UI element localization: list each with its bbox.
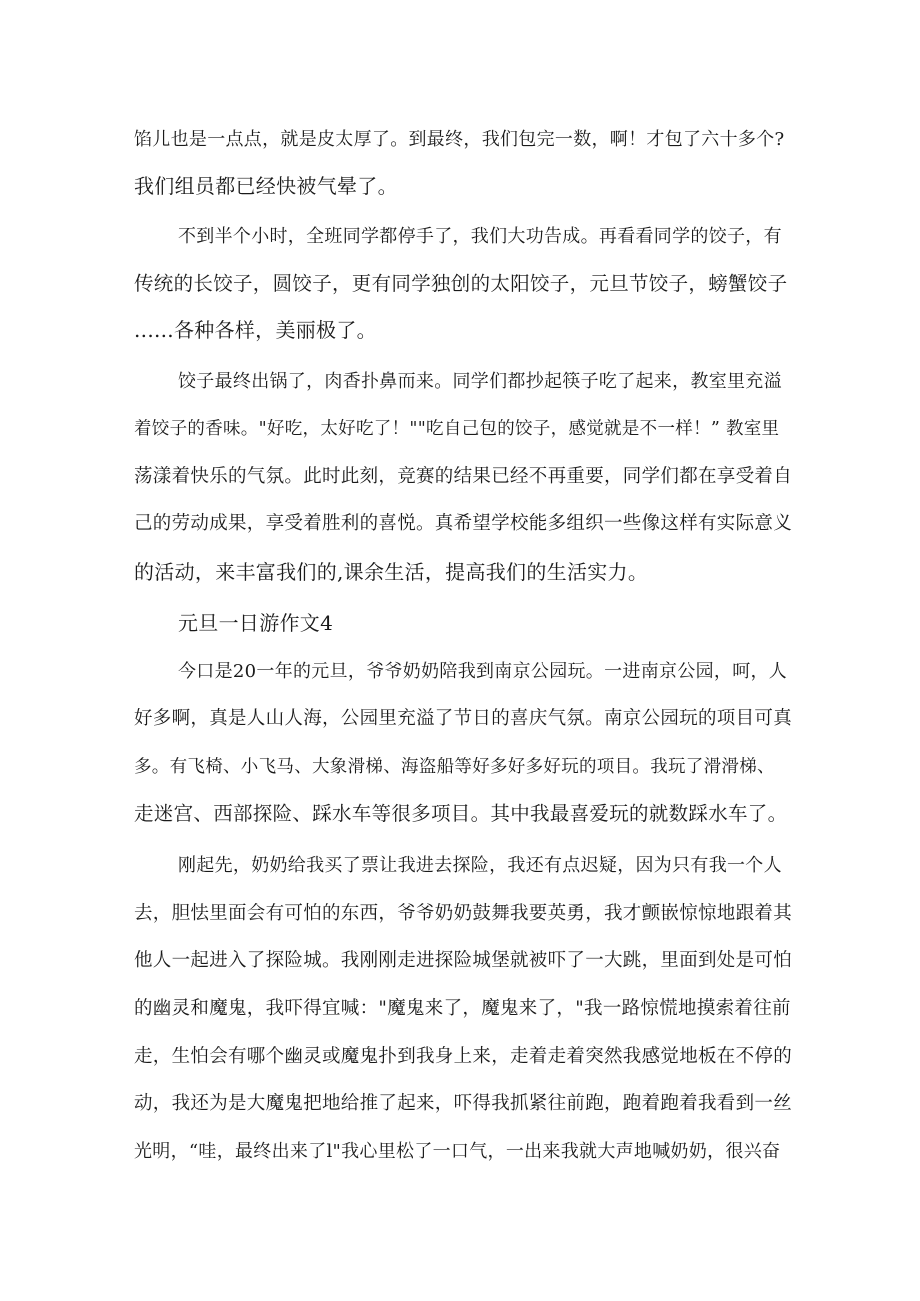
text-line: 传统的长饺子，圆饺子，更有同学独创的太阳饺子，元旦节饺子，螃蟹饺子 (134, 272, 788, 295)
text-line: ......各种各样，美丽极了。 (134, 318, 377, 342)
text-line: 走，生怕会有哪个幽灵或魔鬼扑到我身上来，走着走着突然我感觉地板在不停的 (134, 1046, 793, 1067)
section-heading: 元旦一日游作文4 (178, 611, 334, 635)
text-line: 去，胆怯里面会有可怕的东西，爷爷奶奶鼓舞我要英勇，我才颤嵌惊惊地跟着其 (134, 903, 793, 924)
text-line: 多。有飞椅、小飞马、大象滑梯、海盗船等好多好多好玩的项目。我玩了滑滑梯、 (134, 757, 775, 777)
text-line: 的活动，来丰富我们的,课余生活，提高我们的生活实力。 (134, 560, 649, 584)
text-line: 动，我还为是大魔鬼把地给推了起来，吓得我抓紧往前跑，跑着跑着我看到一丝 (134, 1093, 793, 1114)
text-line: 己的劳动成果，享受着胜利的喜悦。真希望学校能多组织一些像这样有实际意义 (134, 513, 793, 534)
text-line: 荡漾着快乐的气氛。此时此刻，竞赛的结果已经不再重要，同学们都在享受着自 (134, 466, 793, 487)
text-line: 好多啊，真是人山人海，公园里充溢了节日的喜庆气氛。南京公园玩的项目可真 (134, 708, 793, 729)
text-line: 走迷宫、西部探险、踩水车等很多项目。其中我最喜爱玩的就数踩水车了。 (134, 802, 788, 825)
text-line: 他人一起进入了探险城。我刚刚走进探险城堡就被吓了一大跳，里面到处是可怕 (134, 950, 793, 971)
text-line: 的幽灵和魔鬼，我吓得宜喊："魔鬼来了，魔鬼来了，"我一路惊慌地摸索着往前 (134, 998, 791, 1019)
paragraph-first-line: 今口是20一年的元旦，爷爷奶奶陪我到南京公园玩。一进南京公园，呵，人 (178, 661, 788, 682)
text-line: 着饺子的香味。"好吃，太好吃了！""吃自己包的饺子，感觉就是不一样！” 教室里 (134, 419, 780, 439)
paragraph-first-line: 刚起先，奶奶给我买了票让我进去探险，我还有点迟疑，因为只有我一个人 (178, 855, 782, 876)
paragraph-first-line: 饺子最终出锅了，肉香扑鼻而来。同学们都抄起筷子吃了起来，教室里充溢 (178, 371, 782, 392)
text-line: 我们组员都已经快被气晕了。 (134, 174, 398, 198)
paragraph-first-line: 不到半个小时，全班同学都停手了，我们大功告成。再看看同学的饺子，有 (178, 226, 782, 247)
text-line: 光明，“哇，最终出来了l"我心里松了一口气，一出来我就大声地喊奶奶，很兴奋 (134, 1141, 781, 1162)
text-line: 馅儿也是一点点，就是皮太厚了。到最终，我们包完一数，啊！才包了六十多个? (134, 129, 785, 150)
